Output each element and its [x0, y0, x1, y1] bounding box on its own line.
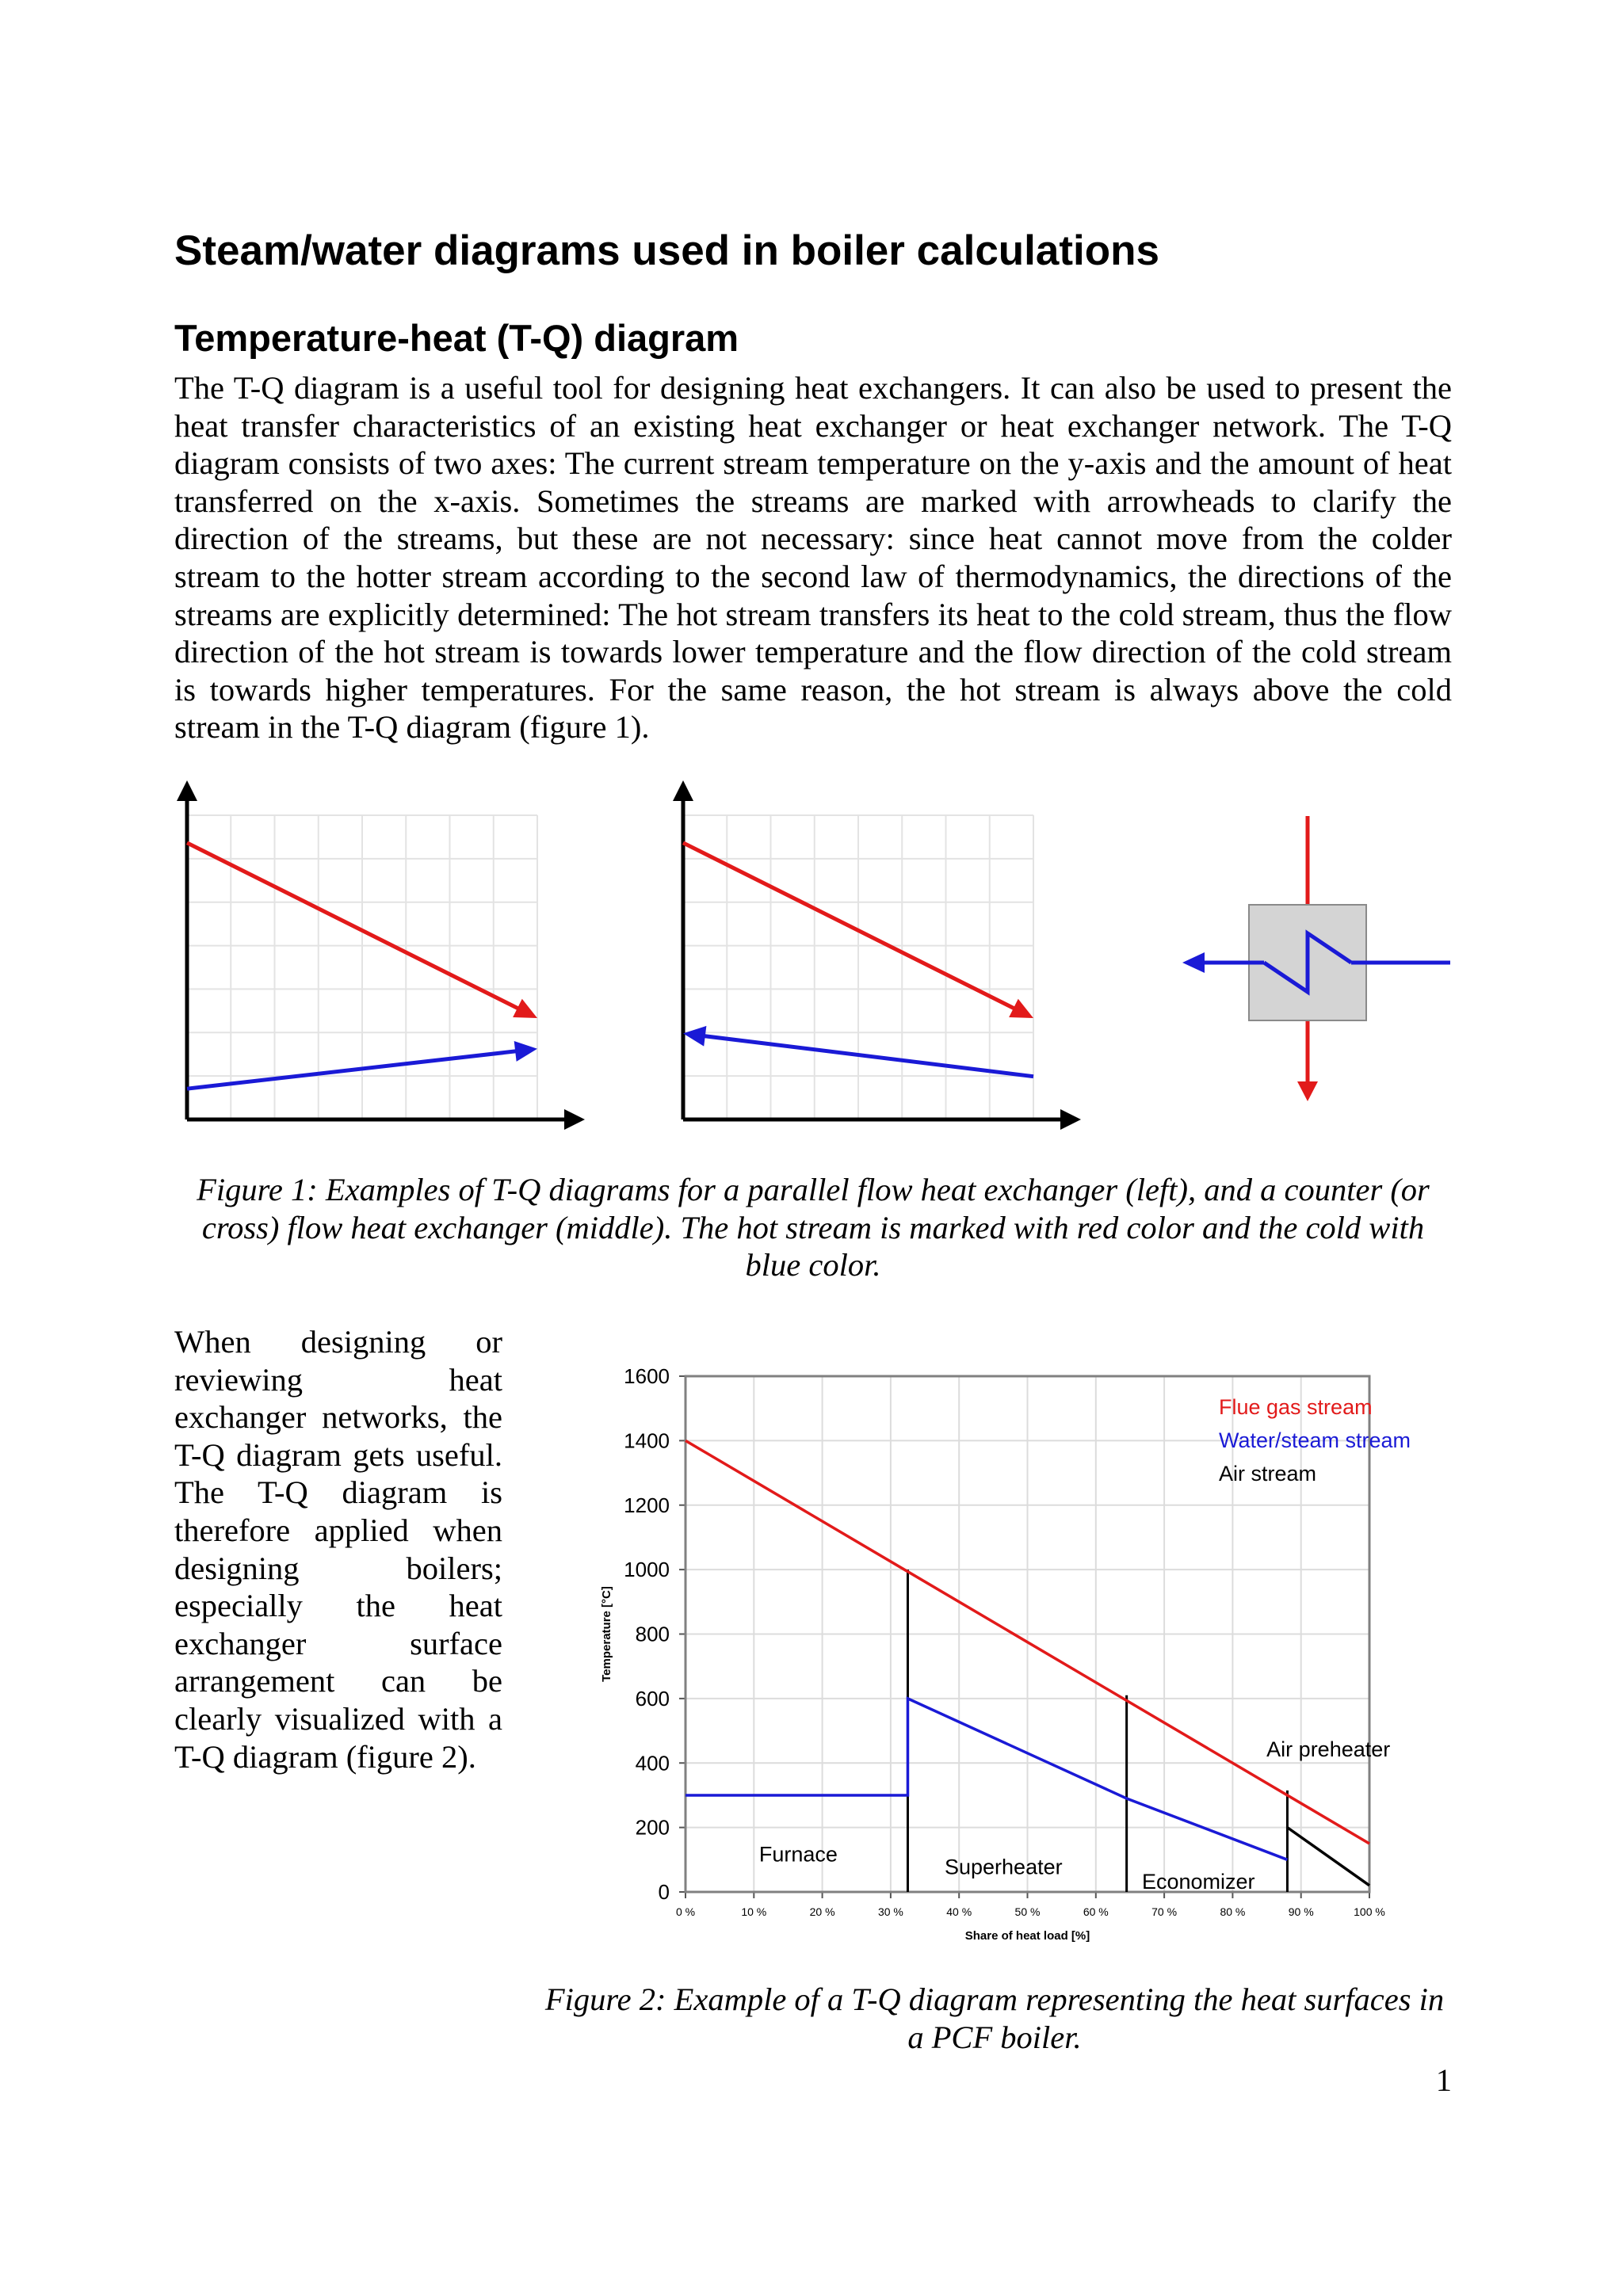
y-tick-label: 800: [635, 1622, 670, 1646]
cold-outlet-arrow-icon: [1182, 952, 1205, 973]
hot-stream-line: [683, 843, 1019, 1011]
y-tick-label: 200: [635, 1815, 670, 1840]
cold-stream-line-arrow-icon: [514, 1041, 537, 1062]
cold-stream-line-arrow-icon: [683, 1026, 706, 1047]
x-axis-arrow-icon: [1060, 1109, 1081, 1130]
x-tick-label: 30 %: [877, 1905, 903, 1918]
x-tick-label: 10 %: [741, 1905, 767, 1918]
intro-paragraph: The T-Q diagram is a useful tool for designing heat exchangers. It can also be used to present the heat transfer characteristics of an existing heat exchanger or heat exchanger network. The T-Q diagram consists of two axes: The current stream temperature on the y-axis and the amount of heat transferred on the x-axis. Sometimes the streams are marked with arrowheads to clarify the direction of the streams, but these are not necessary: since heat cannot move from the colder stream to the hotter stream according to the second law of thermodynamics, the directions of the streams are explicitly determined: The hot stream transfers its heat to the cold stream, thus the flow direction of the hot stream is towards lower temperature and the flow direction of the cold stream is towards higher temperatures. For the same reason, the hot stream is always above the cold stream in the T-Q diagram (figure 1).: [174, 370, 1452, 746]
y-axis-arrow-icon: [673, 780, 693, 801]
y-tick-label: 0: [658, 1880, 670, 1904]
cold-stream-line: [699, 1035, 1033, 1077]
surface-label: Furnace: [758, 1842, 838, 1867]
figure1-caption: Figure 1: Examples of T-Q diagrams for a parallel flow heat exchanger (left), and a counter (or cross) flow heat exchanger (middle). The hot stream is marked with red color and the cold with blue color.: [197, 1172, 1430, 1283]
y-tick-label: 1600: [624, 1364, 670, 1388]
hot-outlet-arrow-icon: [1297, 1081, 1318, 1101]
x-tick-label: 80 %: [1220, 1905, 1246, 1918]
x-axis-arrow-icon: [564, 1109, 585, 1130]
page-title: Steam/water diagrams used in boiler calculations: [174, 227, 1159, 274]
y-tick-label: 1000: [624, 1558, 670, 1582]
legend-entry: Air stream: [1219, 1462, 1317, 1486]
water-steam-line: [685, 1699, 1287, 1859]
figure2-caption: Figure 2: Example of a T-Q diagram representing the heat surfaces in a PCF boiler.: [544, 1981, 1445, 2055]
counter-flow-chart: [655, 780, 1083, 1137]
cold-stream-line: [187, 1051, 521, 1089]
y-axis-arrow-icon: [177, 780, 197, 801]
legend-entry: Water/steam stream: [1219, 1428, 1411, 1452]
y-tick-label: 600: [635, 1686, 670, 1711]
heat-exchanger-schematic: [1173, 816, 1458, 1117]
surface-label: Superheater: [944, 1855, 1063, 1879]
x-tick-label: 50 %: [1014, 1905, 1041, 1918]
y-tick-label: 1400: [624, 1428, 670, 1453]
pcf-boiler-tq-chart: [586, 1347, 1458, 1965]
page-number: 1: [1435, 2062, 1452, 2098]
y-tick-label: 1200: [624, 1493, 670, 1517]
surface-label: Economizer: [1141, 1869, 1255, 1894]
x-tick-label: 40 %: [946, 1905, 972, 1918]
legend-entry: Flue gas stream: [1219, 1395, 1373, 1419]
y-axis-label: Temperature [°C]: [600, 1586, 613, 1682]
x-tick-label: 90 %: [1288, 1905, 1314, 1918]
x-tick-label: 0 %: [675, 1905, 696, 1918]
surface-label: Air preheater: [1266, 1737, 1391, 1762]
y-tick-label: 400: [635, 1751, 670, 1775]
parallel-flow-chart: [158, 780, 586, 1137]
x-axis-label: Share of heat load [%]: [964, 1929, 1090, 1943]
x-tick-label: 70 %: [1151, 1905, 1178, 1918]
x-tick-label: 60 %: [1083, 1905, 1109, 1918]
x-tick-label: 100 %: [1354, 1905, 1385, 1918]
section-heading: Temperature-heat (T-Q) diagram: [174, 317, 739, 359]
side-paragraph: When designing or reviewing heat exchanger networks, the T-Q diagram gets useful. The T-Q diagram is therefore applied when designing boilers; especially the heat exchanger surface arrangement can be clearly visualized with a T-Q diagram (figure 2).: [174, 1324, 502, 1775]
x-tick-label: 20 %: [809, 1905, 835, 1918]
hot-stream-line: [187, 843, 523, 1011]
